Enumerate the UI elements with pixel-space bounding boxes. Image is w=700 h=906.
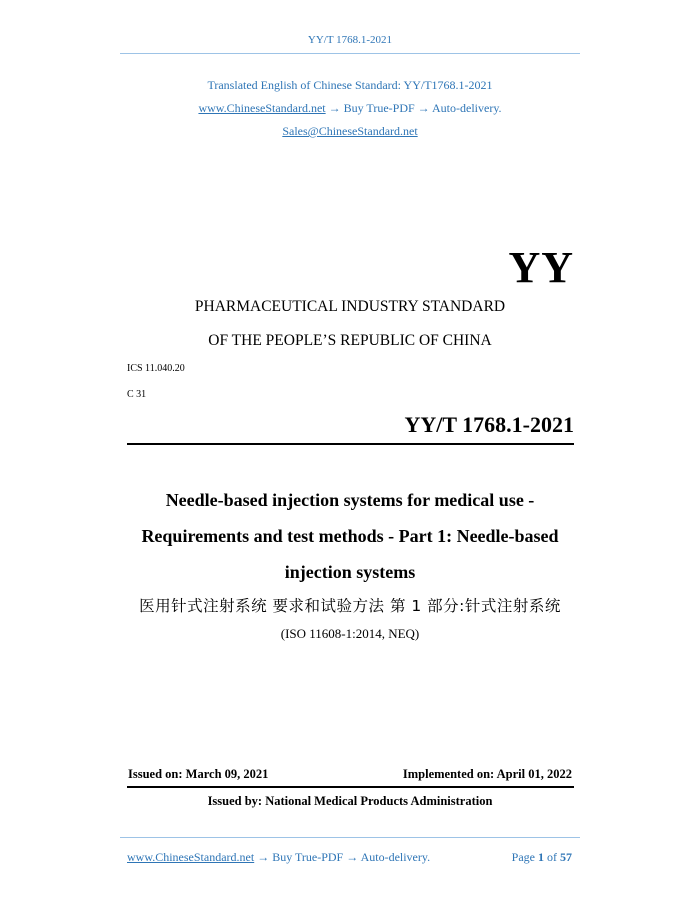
page-indicator [512, 850, 572, 865]
header-divider [120, 53, 580, 54]
page-of-label: of [547, 850, 557, 864]
page-number: 1 [538, 850, 544, 864]
footer-promo [127, 850, 430, 865]
page-label: Page [511, 850, 535, 864]
promo-site-link[interactable]: www.ChineseStandard.net [198, 101, 326, 115]
iso-reference: (ISO 11608-1:2014, NEQ) [280, 626, 420, 641]
footer-promo-text: → Buy True-PDF → Auto-delivery. [254, 850, 431, 864]
issued-date: Issued on: March 09, 2021 [128, 767, 269, 781]
footer-site-link[interactable]: www.ChineseStandard.net [127, 850, 255, 864]
standard-code: YY/T 1768.1-2021 [404, 412, 574, 437]
standard-logo: YY [508, 243, 574, 292]
promo-line-2 [0, 101, 700, 116]
promo-email-link[interactable]: Sales@ChineseStandard.net [282, 124, 418, 138]
code-divider [127, 443, 574, 445]
title-en-line-2: Requirements and test methods - Part 1: Needle-based [141, 526, 559, 546]
dates-divider [127, 786, 574, 788]
ics-code: ICS 11.040.20 [127, 363, 185, 374]
ccs-code: C 31 [127, 389, 147, 400]
promo-line-2-text: → Buy True-PDF → Auto-delivery. [325, 101, 502, 115]
implemented-date: Implemented on: April 01, 2022 [402, 767, 572, 781]
title-cn: 医用针式注射系统 要求和试验方法 第 1 部分:针式注射系统 [139, 597, 561, 615]
header-doc-code: YY/T 1768.1-2021 [307, 34, 393, 46]
issued-by: Issued by: National Medical Products Administration [207, 794, 493, 808]
standard-name-line-2: OF THE PEOPLE’S REPUBLIC OF CHINA [208, 332, 492, 349]
title-en-line-3: injection systems [284, 562, 416, 582]
footer-divider [120, 837, 580, 838]
page-total: 57 [560, 850, 572, 864]
standard-name-line-1: PHARMACEUTICAL INDUSTRY STANDARD [194, 298, 506, 315]
title-en-line-1: Needle-based injection systems for medical use - [165, 490, 535, 510]
promo-email-line [0, 124, 700, 139]
promo-line-1: Translated English of Chinese Standard: YY/T1768.1-2021 [207, 78, 493, 92]
